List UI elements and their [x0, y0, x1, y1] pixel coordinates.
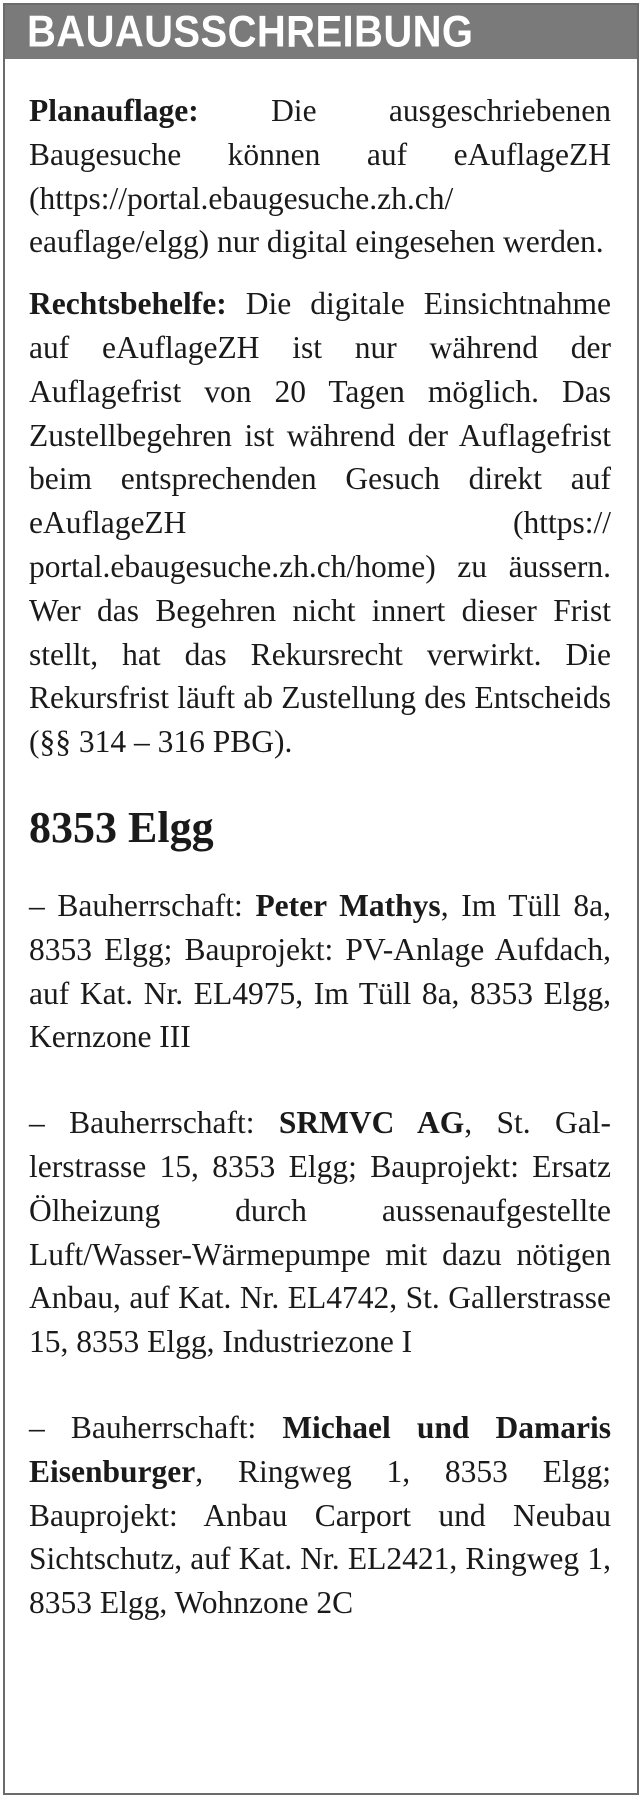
applicant-name: SRMVC AG	[278, 1105, 465, 1141]
application-entry	[29, 1406, 611, 1625]
rechtsbehelfe-text: Die digitale Einsichtnahme auf eAuflageZH ist nur während der Auflagefrist von 20 Tagen möglich. Das Zustellbegehren ist während der Auflagefrist beim entsprechenden Gesuch direkt auf eAuflageZH (https:// portal.ebaugesuche.zh.ch/home) zu äussern. Wer das Begehren nicht innert dieser Frist stellt, hat das Rekursrecht verwirkt. Die Rekursfrist läuft ab Zustellung des Entscheids (§§ 314 – 316 PBG).	[29, 286, 611, 760]
application-entry	[29, 1101, 611, 1364]
notice-header	[5, 5, 637, 59]
rechtsbehelfe-paragraph	[29, 282, 611, 764]
entry-prefix: – Bauherrschaft:	[29, 887, 256, 923]
applicant-name: Michael und Damaris Eisenburger	[29, 1409, 611, 1489]
application-entry	[29, 884, 611, 1059]
notice-title: BAUAUSSCHREIBUNG	[27, 7, 474, 57]
planauflage-label: Planauflage:	[29, 93, 199, 128]
building-notice	[3, 3, 639, 1795]
entry-details: , Im Tüll 8a, 8353 Elgg; Bauprojekt: PV-Anlage Aufdach, auf Kat. Nr. EL4975, Im Tüll 8a, 8353 Elgg, Kernzone III	[29, 887, 611, 1055]
entry-details: , Ringweg 1, 8353 Elgg; Bauprojekt: Anbau Carport und Neubau Sichtschutz, auf Kat. Nr. EL2421, Ringweg 1, 8353 Elgg, Wohnzone 2C	[29, 1453, 611, 1621]
entry-prefix: – Bauherrschaft:	[29, 1105, 279, 1141]
municipality-heading: 8353 Elgg	[29, 802, 214, 852]
rechtsbehelfe-label: Rechtsbehelfe:	[29, 286, 227, 322]
planauflage-paragraph	[29, 89, 611, 264]
entry-prefix: – Bauherrschaft:	[29, 1409, 283, 1445]
notice-body	[5, 59, 637, 1625]
applicant-name: Peter Mathys	[255, 887, 441, 923]
entry-details: , St. Gallerstrasse 15, 8353 Elgg; Bauprojekt: Ersatz Ölheizung durch aussenaufgestellte Luft/Wasser-Wärmepumpe mit dazu nötigen Anbau, auf Kat. Nr. EL4742, St. Gallerstrasse 15, 8353 Elgg, Industriezone I	[29, 1105, 611, 1360]
planauflage-text: Die ausgeschriebenen Baugesuche können auf eAuflageZH (https://portal.ebaugesuche.zh.ch/ eauflage/elgg) nur digital eingesehen werden.	[29, 93, 611, 260]
